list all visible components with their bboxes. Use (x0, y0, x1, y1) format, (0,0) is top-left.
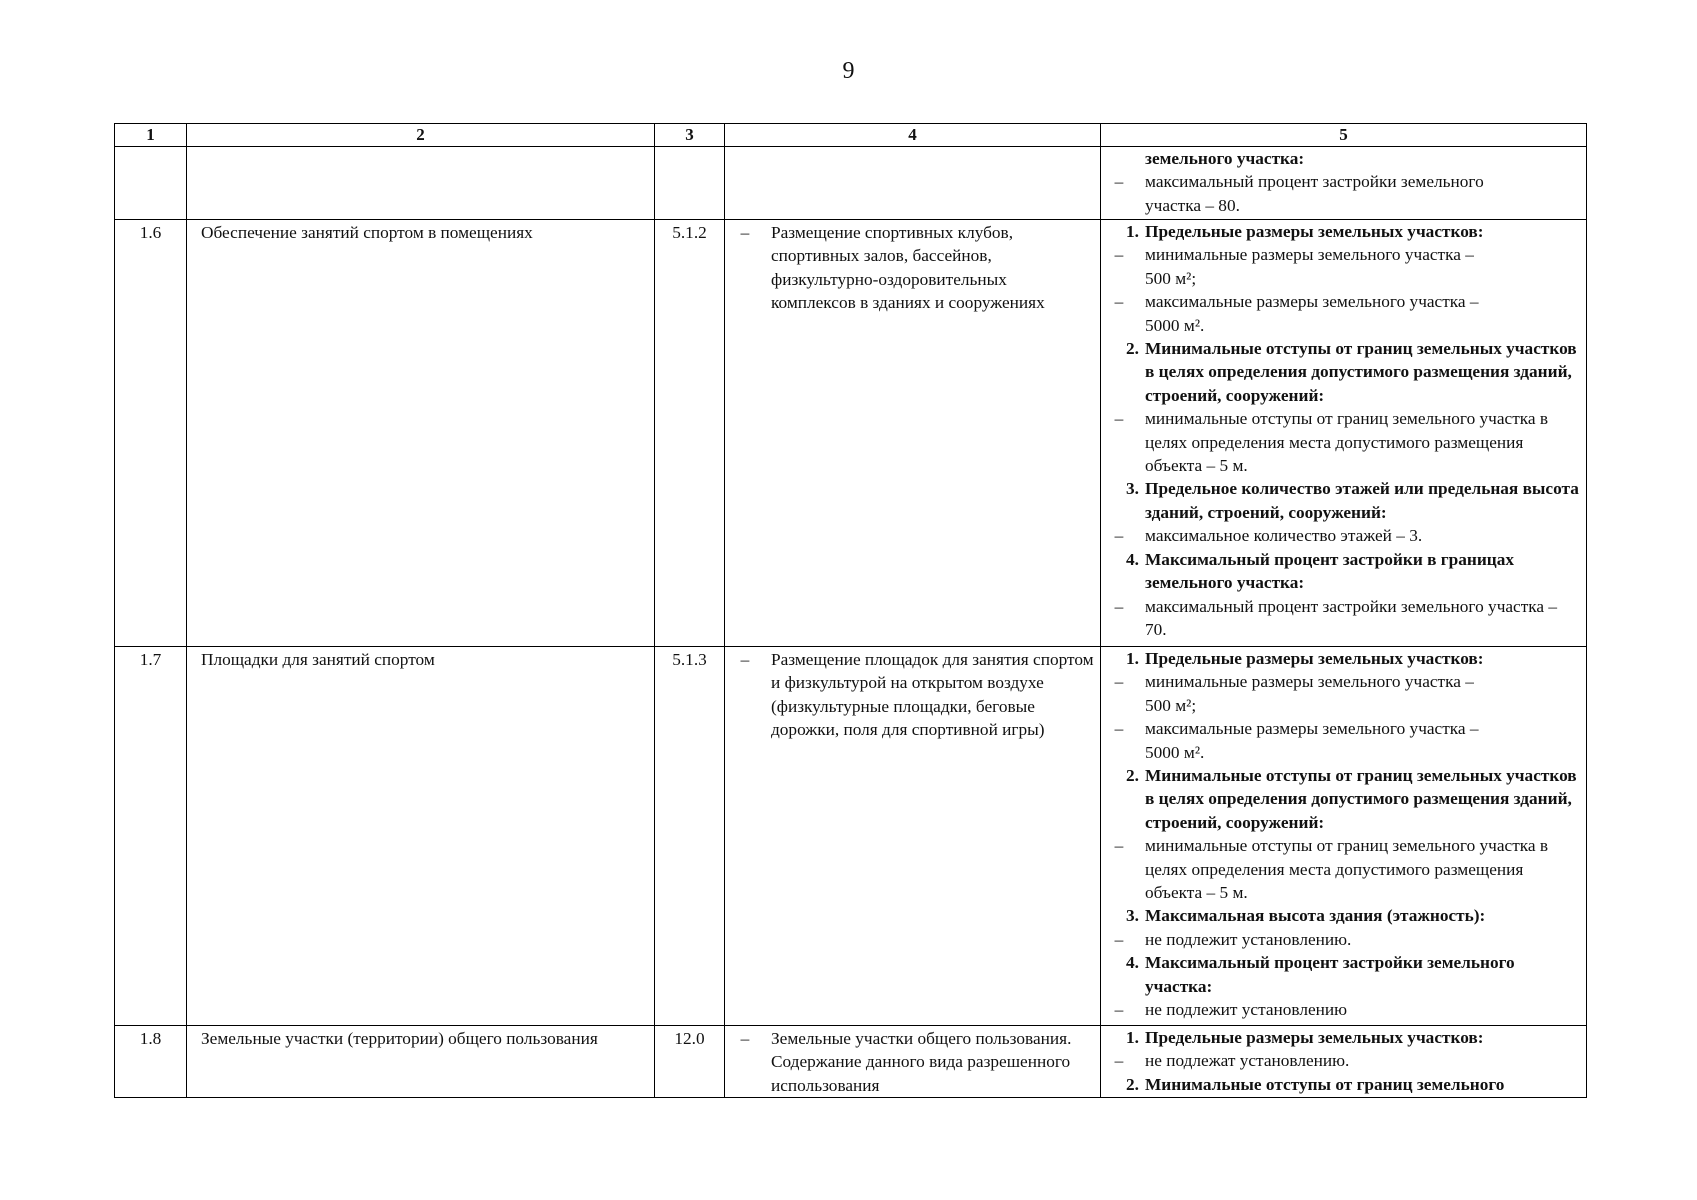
parameter-item (1109, 928, 1580, 951)
parameter-item (1109, 524, 1580, 547)
parameter-item (1109, 407, 1580, 477)
parameter-continuation (1109, 194, 1580, 217)
parameter-item (1109, 290, 1580, 313)
parameter-heading-text: Минимальные отступы от границ земельного (1145, 1074, 1505, 1094)
list-number: 1. (1126, 649, 1139, 668)
continuation-params-cell (1101, 147, 1587, 220)
dash-marker: – (1114, 245, 1124, 265)
parameter-item-text: минимальные размеры земельного участка – (1145, 672, 1474, 692)
land-use-name: Обеспечение занятий спортом в помещениях (187, 220, 655, 647)
parameter-item (1109, 170, 1580, 193)
dash-marker: – (1114, 836, 1124, 856)
continuation-cell-2 (187, 147, 655, 220)
parameter-heading-text: Предельные размеры земельных участков: (1145, 1028, 1484, 1047)
parameter-heading (1109, 1026, 1580, 1049)
parameter-item-text: не подлежит установлению (1145, 1000, 1348, 1020)
dash-marker: – (740, 650, 750, 669)
dash-marker: – (1114, 719, 1124, 739)
column-header-4: 4 (725, 124, 1101, 147)
parameter-item-text: минимальные отступы от границ земельного участка в целях определения места допустимого размещения объекта – 5 м. (1145, 409, 1549, 476)
parameter-continuation-text: 500 м²; (1145, 695, 1197, 715)
table-row-1-6 (115, 220, 1587, 647)
parameter-continuation-text: участка – 80. (1145, 195, 1240, 215)
continuation-cell-3 (655, 147, 725, 220)
list-number: 4. (1126, 549, 1139, 569)
land-use-code: 5.1.2 (655, 220, 725, 647)
continuation-cell-1 (115, 147, 187, 220)
parameter-continuation (1109, 314, 1580, 337)
parameter-heading-text: Предельные размеры земельных участков: (1145, 649, 1484, 668)
parameter-continuation (1109, 741, 1580, 764)
parameter-heading-text: Предельное количество этажей или предельная высота зданий, строений, сооружений: (1145, 479, 1579, 522)
land-use-description-cell (725, 220, 1101, 647)
parameter-heading (1109, 477, 1580, 524)
column-header-2: 2 (187, 124, 655, 147)
list-number: 3. (1126, 479, 1139, 499)
dash-marker: – (1114, 526, 1124, 546)
parameter-continuation (1109, 147, 1580, 170)
column-header-5: 5 (1101, 124, 1587, 147)
dash-marker: – (1114, 292, 1124, 312)
list-number: 2. (1126, 766, 1139, 786)
parameter-item (1109, 717, 1580, 740)
dash-marker: – (740, 223, 750, 242)
parameter-item-text: максимальные размеры земельного участка – (1145, 719, 1479, 739)
dash-marker: – (1114, 409, 1124, 429)
parameters-cell (1101, 1026, 1587, 1098)
parameter-item-text: не подлежит установлению. (1145, 929, 1352, 949)
parameter-continuation (1109, 267, 1580, 290)
land-use-description: Размещение площадок для занятия спортом и физкультурой на открытом воздухе (физкультурные площадки, беговые дорожки, поля для спортивной игры) (771, 650, 1094, 740)
parameter-item (1109, 670, 1580, 693)
continuation-row (115, 147, 1587, 220)
parameter-continuation-text: 5000 м². (1145, 742, 1205, 762)
parameter-heading (1109, 337, 1580, 407)
list-number: 2. (1126, 1074, 1139, 1094)
parameter-item (1109, 243, 1580, 266)
parameter-heading (1109, 220, 1580, 243)
parameter-heading-text: Минимальные отступы от границ земельных участков в целях определения допустимого размещения зданий, строений, сооружений: (1145, 339, 1577, 405)
list-number: 3. (1126, 906, 1139, 926)
parameter-heading (1109, 1073, 1580, 1096)
list-number: 2. (1126, 339, 1139, 359)
column-header-3: 3 (655, 124, 725, 147)
dash-marker: – (1114, 1051, 1124, 1071)
parameter-heading (1109, 951, 1580, 998)
page-number: 9 (842, 58, 855, 84)
parameter-item (1109, 1049, 1580, 1072)
parameter-item (1109, 998, 1580, 1021)
parameter-heading-text: Максимальная высота здания (этажность): (1145, 906, 1486, 926)
header-row (115, 124, 1587, 147)
parameter-heading-text: Максимальный процент застройки в границах земельного участка: (1145, 549, 1515, 593)
list-number: 1. (1126, 222, 1139, 241)
parameter-heading (1109, 647, 1580, 670)
parameter-item-text: минимальные отступы от границ земельного участка в целях определения места допустимого размещения объекта – 5 м. (1145, 836, 1549, 903)
row-number: 1.7 (115, 647, 187, 1026)
parameter-heading (1109, 904, 1580, 927)
parameter-heading (1109, 764, 1580, 834)
land-use-name: Земельные участки (территории) общего пользования (187, 1026, 655, 1098)
table-row-1-7 (115, 647, 1587, 1026)
dash-marker: – (1114, 172, 1124, 192)
land-use-name: Площадки для занятий спортом (187, 647, 655, 1026)
regulations-table (114, 123, 1587, 1098)
parameter-item (1109, 834, 1580, 904)
land-use-description-cell (725, 1026, 1101, 1098)
row-number: 1.8 (115, 1026, 187, 1098)
parameters-cell (1101, 220, 1587, 647)
parameters-cell (1101, 647, 1587, 1026)
parameter-continuation-text: земельного участка: (1145, 149, 1305, 168)
dash-marker: – (1114, 1000, 1124, 1020)
parameter-item-text: минимальные размеры земельного участка – (1145, 245, 1474, 265)
dash-marker: – (1114, 929, 1124, 949)
land-use-code: 12.0 (655, 1026, 725, 1098)
land-use-description-cell (725, 647, 1101, 1026)
parameter-item (1109, 595, 1580, 642)
parameter-continuation (1109, 694, 1580, 717)
list-number: 4. (1126, 953, 1139, 973)
parameter-item-text: максимальный процент застройки земельного участка – 70. (1145, 596, 1558, 639)
parameter-item-text: максимальное количество этажей – 3. (1145, 526, 1423, 546)
dash-marker: – (740, 1029, 750, 1048)
parameter-continuation-text: 5000 м². (1145, 315, 1205, 335)
row-number: 1.6 (115, 220, 187, 647)
column-header-1: 1 (115, 124, 187, 147)
parameter-continuation-text: 500 м²; (1145, 268, 1197, 288)
dash-marker: – (1114, 672, 1124, 692)
table-row-1-8 (115, 1026, 1587, 1098)
dash-marker: – (1114, 596, 1124, 616)
land-use-description: Земельные участки общего пользования. Содержание данного вида разрешенного использования (771, 1029, 1072, 1095)
land-use-description: Размещение спортивных клубов, спортивных залов, бассейнов, физкультурно-оздоровительных комплексов в зданиях и сооружениях (771, 223, 1045, 313)
continuation-cell-4 (725, 147, 1101, 220)
list-number: 1. (1126, 1028, 1139, 1047)
parameter-heading-text: Максимальный процент застройки земельного участка: (1145, 953, 1515, 996)
parameter-item-text: максимальный процент застройки земельного (1145, 172, 1484, 192)
parameter-heading (1109, 548, 1580, 595)
parameter-heading-text: Минимальные отступы от границ земельных участков в целях определения допустимого размещения зданий, строений, сооружений: (1145, 766, 1577, 832)
parameter-heading-text: Предельные размеры земельных участков: (1145, 222, 1484, 241)
parameter-item-text: максимальные размеры земельного участка – (1145, 292, 1479, 312)
parameter-item-text: не подлежат установлению. (1145, 1051, 1350, 1071)
land-use-code: 5.1.3 (655, 647, 725, 1026)
